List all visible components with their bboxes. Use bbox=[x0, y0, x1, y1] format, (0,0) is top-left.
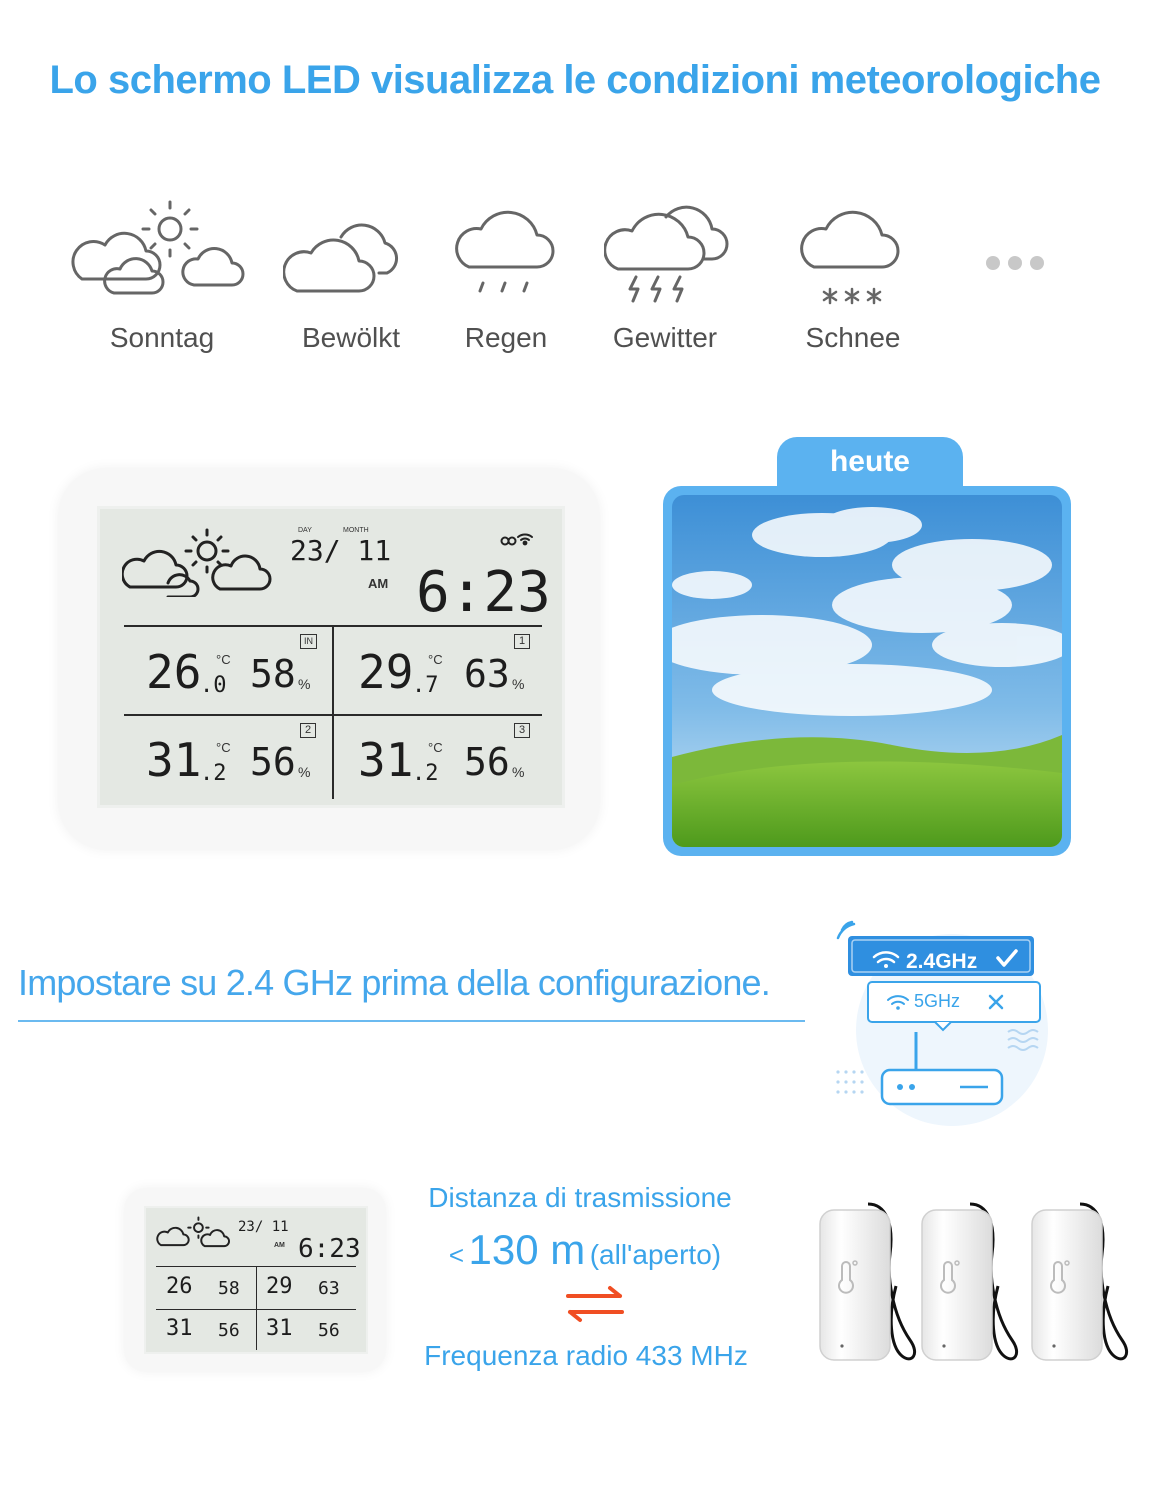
snow-icon bbox=[800, 195, 904, 311]
transfer-arrows-icon bbox=[562, 1284, 628, 1324]
sensor2-temp-decimal: .2 bbox=[200, 761, 227, 786]
weather-label-thunderstorm: Gewitter bbox=[612, 322, 718, 353]
sensor1-humidity-unit: % bbox=[512, 676, 525, 692]
sensor3-humidity: 56 bbox=[464, 740, 510, 784]
weather-station bbox=[58, 468, 600, 850]
forecast-sun-cloud-icon bbox=[122, 527, 282, 597]
thunderstorm-icon bbox=[604, 195, 730, 311]
small-indoor-humidity: 58 bbox=[218, 1278, 240, 1299]
weather-label-snow: Schnee bbox=[805, 322, 901, 353]
sensor2-temp-unit: °C bbox=[216, 740, 231, 755]
weather-label-sunny: Sonntag bbox=[109, 322, 215, 353]
sensor1-temp: 29 bbox=[358, 645, 414, 699]
sensor3-temp: 31 bbox=[358, 733, 414, 787]
month-label: MONTH bbox=[343, 527, 369, 534]
small-sensor2-humidity: 56 bbox=[218, 1320, 240, 1341]
transmission-distance-line bbox=[400, 1226, 770, 1274]
indoor-temp: 26 bbox=[146, 645, 202, 699]
sensor3-temp-decimal: .2 bbox=[412, 761, 439, 786]
more-icon bbox=[986, 256, 1052, 275]
cloudy-icon bbox=[283, 195, 407, 305]
indoor-humidity-unit: % bbox=[298, 676, 311, 692]
sensor2-humidity-unit: % bbox=[298, 764, 311, 780]
today-sky-image bbox=[672, 495, 1062, 847]
band-no-label: 5GHz bbox=[914, 991, 961, 1011]
wifi-note: Impostare su 2.4 GHz prima della configurazione. bbox=[18, 962, 770, 1003]
band-ok-label: 2.4GHz bbox=[906, 950, 978, 973]
today-badge: heute bbox=[777, 437, 963, 487]
indoor-humidity: 58 bbox=[250, 652, 296, 696]
small-lcd-screen bbox=[144, 1206, 368, 1354]
sensor3-humidity-unit: % bbox=[512, 764, 525, 780]
day-label: DAY bbox=[298, 527, 312, 534]
small-indoor-temp: 26 bbox=[166, 1274, 193, 1299]
small-forecast-icon bbox=[156, 1216, 236, 1250]
radio-frequency: Frequenza radio 433 MHz bbox=[424, 1340, 748, 1371]
lcd-screen bbox=[97, 506, 565, 808]
weather-label-cloudy: Bewölkt bbox=[301, 322, 401, 353]
small-date: 23/ 11 bbox=[238, 1219, 289, 1235]
small-sensor2-temp: 31 bbox=[166, 1316, 193, 1341]
distance-value: 130 m bbox=[468, 1226, 586, 1273]
small-ampm: AM bbox=[274, 1242, 285, 1249]
indoor-badge: IN bbox=[300, 634, 317, 649]
transmission-title: Distanza di trasmissione bbox=[428, 1182, 732, 1213]
sensor3-channel: 3 bbox=[514, 723, 530, 738]
sun-cloud-icon bbox=[66, 195, 250, 305]
weather-label-rain: Regen bbox=[464, 322, 548, 353]
sensor1-temp-unit: °C bbox=[428, 652, 443, 667]
distance-prefix: < bbox=[448, 1240, 465, 1270]
small-sensor1-humidity: 63 bbox=[318, 1278, 340, 1299]
sensor2-channel: 2 bbox=[300, 723, 316, 738]
sensor2-humidity: 56 bbox=[250, 740, 296, 784]
sensor2-temp: 31 bbox=[146, 733, 202, 787]
headline: Lo schermo LED visualizza le condizioni meteorologiche bbox=[49, 58, 1101, 102]
small-weather-station bbox=[124, 1188, 386, 1372]
distance-suffix: (all'aperto) bbox=[589, 1239, 722, 1270]
rain-icon bbox=[455, 195, 555, 305]
sensor1-humidity: 63 bbox=[464, 652, 510, 696]
small-sensor1-temp: 29 bbox=[266, 1274, 293, 1299]
ampm: AM bbox=[368, 576, 389, 591]
small-sensor3-humidity: 56 bbox=[318, 1320, 340, 1341]
sensor1-channel: 1 bbox=[514, 634, 530, 649]
indoor-temp-unit: °C bbox=[216, 652, 231, 667]
divider bbox=[18, 1020, 805, 1022]
small-time: 6:23 bbox=[298, 1234, 361, 1264]
indoor-temp-decimal: .0 bbox=[200, 673, 227, 698]
time-display: 6:23 bbox=[416, 560, 551, 625]
wifi-status-icon bbox=[500, 531, 534, 547]
date-display: 23/ 11 bbox=[290, 534, 392, 567]
sensor1-temp-decimal: .7 bbox=[412, 673, 439, 698]
small-sensor3-temp: 31 bbox=[266, 1316, 293, 1341]
sensors-illustration bbox=[812, 1194, 1148, 1370]
sensor3-temp-unit: °C bbox=[428, 740, 443, 755]
